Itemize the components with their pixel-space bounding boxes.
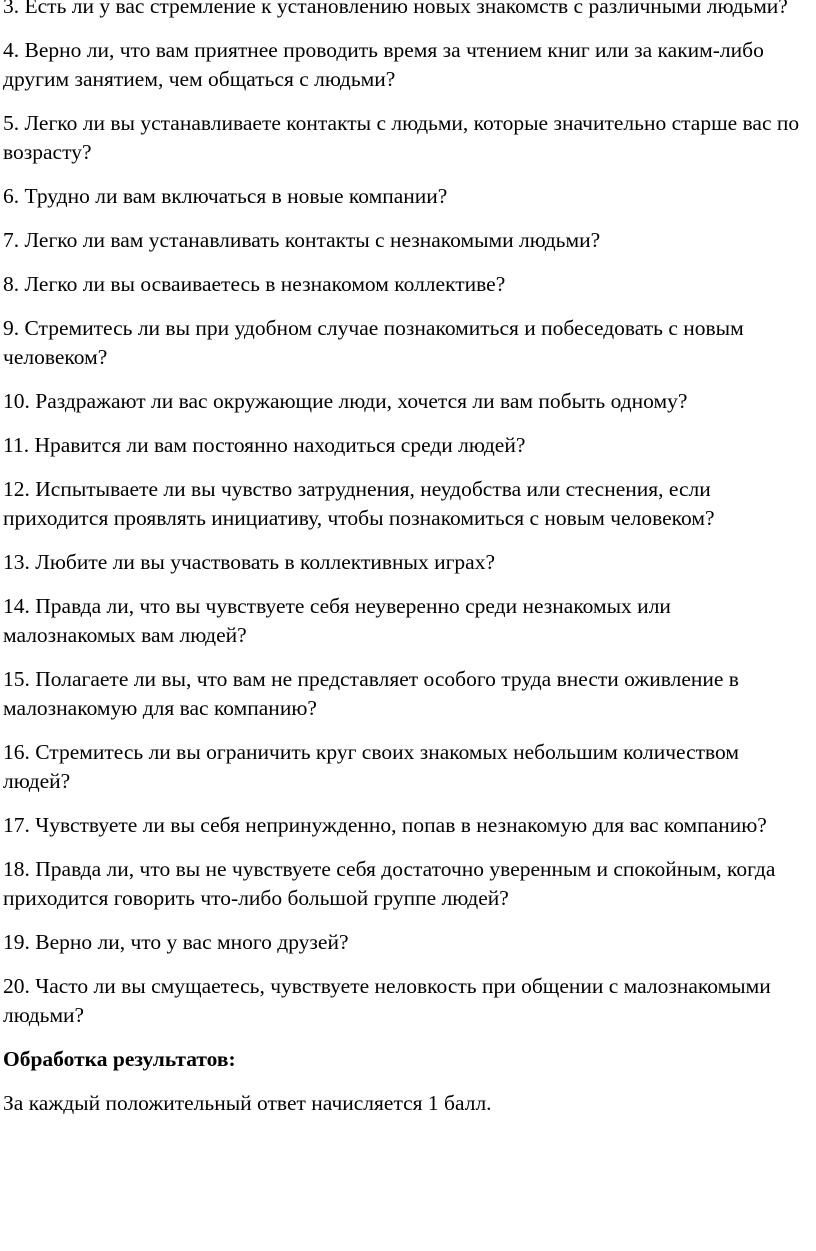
question-12: 12. Испытываете ли вы чувство затруднения, неудобства или стеснения, если приходится проявлять инициативу, чтобы познакомиться с новым человеком?	[3, 477, 715, 530]
results-heading: Обработка результатов:	[3, 1047, 236, 1071]
question-7: 7. Легко ли вам устанавливать контакты с незнакомыми людьми?	[3, 228, 601, 252]
scoring-rule: За каждый положительный ответ начисляется 1 балл.	[3, 1091, 492, 1115]
question-5: 5. Легко ли вы устанавливаете контакты с людьми, которые значительно старше вас по возрасту?	[3, 111, 800, 164]
question-17: 17. Чувствуете ли вы себя непринужденно, попав в незнакомую для вас компанию?	[3, 813, 767, 837]
question-6: 6. Трудно ли вам включаться в новые компании?	[3, 184, 448, 208]
question-10: 10. Раздражают ли вас окружающие люди, хочется ли вам побыть одному?	[3, 389, 688, 413]
question-15: 15. Полагаете ли вы, что вам не представляет особого труда внести оживление в малознакомую для вас компанию?	[3, 667, 739, 720]
question-20: 20. Часто ли вы смущаетесь, чувствуете неловкость при общении с малознакомыми людьми?	[3, 974, 771, 1027]
question-8: 8. Легко ли вы осваиваетесь в незнакомом коллективе?	[3, 272, 506, 296]
question-14: 14. Правда ли, что вы чувствуете себя неуверенно среди незнакомых или малознакомых вам людей?	[3, 594, 671, 647]
question-11: 11. Нравится ли вам постоянно находиться среди людей?	[3, 433, 526, 457]
question-3: 3. Есть ли у вас стремление к установлению новых знакомств с различными людьми?	[3, 0, 788, 18]
question-19: 19. Верно ли, что у вас много друзей?	[3, 930, 349, 954]
question-18: 18. Правда ли, что вы не чувствуете себя достаточно уверенным и спокойным, когда приходится говорить что-либо большой группе людей?	[3, 857, 776, 910]
question-list	[3, 0, 806, 1030]
question-13: 13. Любите ли вы участвовать в коллективных играх?	[3, 550, 496, 574]
question-16: 16. Стремитесь ли вы ограничить круг своих знакомых небольшим количеством людей?	[3, 740, 739, 793]
question-9: 9. Стремитесь ли вы при удобном случае познакомиться и побеседовать с новым человеком?	[3, 316, 744, 369]
question-4: 4. Верно ли, что вам приятнее проводить время за чтением книг или за каким-либо другим занятием, чем общаться с людьми?	[3, 38, 764, 91]
